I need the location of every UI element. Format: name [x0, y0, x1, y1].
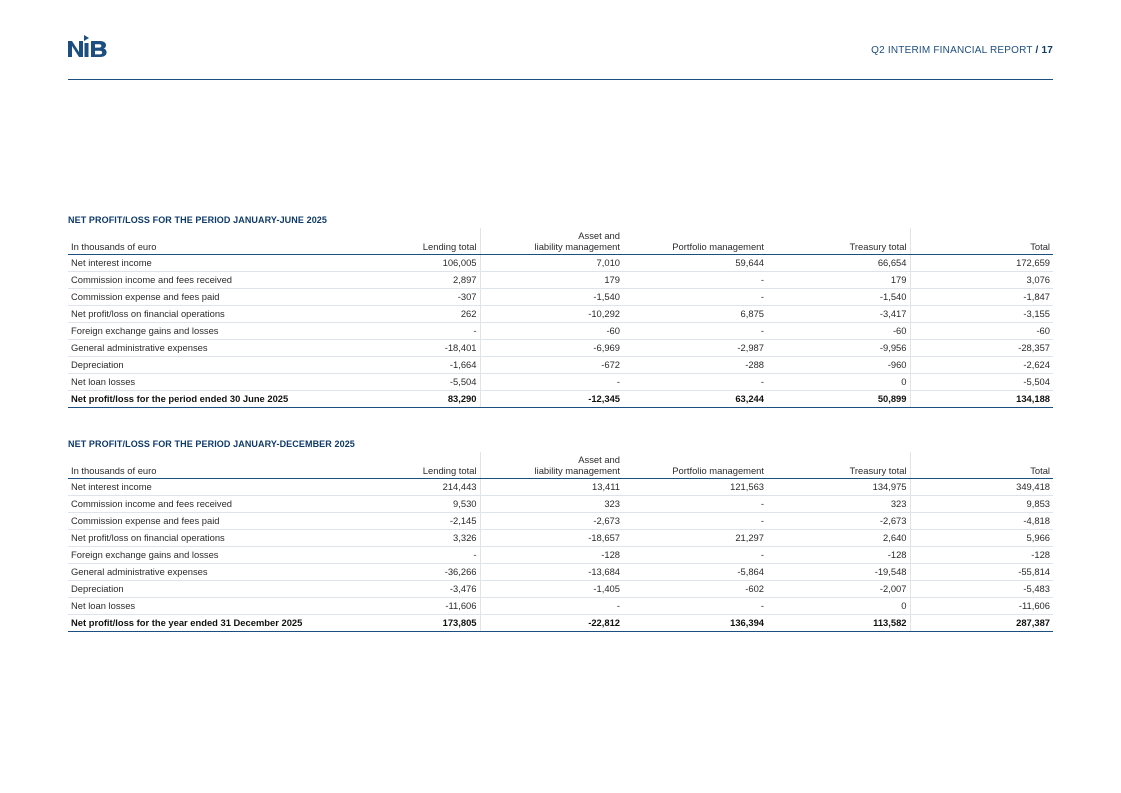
- row-label-cell: Commission expense and fees paid: [68, 289, 410, 306]
- value-cell: -5,483: [910, 581, 1053, 598]
- value-cell: 172,659: [910, 255, 1053, 272]
- value-cell: -3,476: [410, 581, 480, 598]
- value-cell: -2,987: [623, 340, 767, 357]
- value-cell: -: [623, 323, 767, 340]
- financial-table-december: [68, 452, 1053, 632]
- value-cell: 9,853: [910, 496, 1053, 513]
- value-cell: -: [623, 513, 767, 530]
- table-row: [68, 513, 1053, 530]
- page-separator: /: [1035, 45, 1039, 56]
- nib-logo-icon: [68, 34, 108, 60]
- value-cell: 63,244: [623, 391, 767, 408]
- value-cell: -3,417: [767, 306, 910, 323]
- row-label-cell: Commission income and fees received: [68, 496, 410, 513]
- value-cell: -: [410, 323, 480, 340]
- table-header-row: [68, 452, 1053, 479]
- value-cell: 134,188: [910, 391, 1053, 408]
- value-cell: 0: [767, 374, 910, 391]
- value-cell: -3,155: [910, 306, 1053, 323]
- value-cell: 6,875: [623, 306, 767, 323]
- value-cell: -: [623, 272, 767, 289]
- value-cell: 2,640: [767, 530, 910, 547]
- value-cell: -55,814: [910, 564, 1053, 581]
- row-label-cell: Commission income and fees received: [68, 272, 410, 289]
- row-label-cell: Net profit/loss for the period ended 30 June 2025: [68, 391, 410, 408]
- row-label-cell: Commission expense and fees paid: [68, 513, 410, 530]
- value-cell: 13,411: [480, 479, 623, 496]
- table-row: [68, 598, 1053, 615]
- section-title: NET PROFIT/LOSS FOR THE PERIOD JANUARY-DECEMBER 2025: [68, 439, 355, 449]
- table-total-row: [68, 615, 1053, 632]
- table-section-december: [68, 438, 1053, 632]
- value-cell: -6,969: [480, 340, 623, 357]
- column-header-label: In thousands of euro: [68, 228, 410, 255]
- row-label-cell: Net interest income: [68, 255, 410, 272]
- value-cell: 287,387: [910, 615, 1053, 632]
- value-cell: 134,975: [767, 479, 910, 496]
- value-cell: -128: [767, 547, 910, 564]
- value-cell: 136,394: [623, 615, 767, 632]
- column-header-label: In thousands of euro: [68, 452, 410, 479]
- value-cell: -9,956: [767, 340, 910, 357]
- table-header-row: [68, 228, 1053, 255]
- column-header-portfolio: Portfolio management: [623, 452, 767, 479]
- value-cell: -60: [767, 323, 910, 340]
- row-label-cell: Foreign exchange gains and losses: [68, 323, 410, 340]
- table-row: [68, 289, 1053, 306]
- value-cell: 323: [480, 496, 623, 513]
- value-cell: 66,654: [767, 255, 910, 272]
- value-cell: 83,290: [410, 391, 480, 408]
- value-cell: 3,076: [910, 272, 1053, 289]
- value-cell: 323: [767, 496, 910, 513]
- value-cell: -: [623, 374, 767, 391]
- value-cell: -602: [623, 581, 767, 598]
- row-label-cell: Net profit/loss on financial operations: [68, 530, 410, 547]
- column-header-treasury: Treasury total: [767, 452, 910, 479]
- value-cell: -19,548: [767, 564, 910, 581]
- value-cell: -60: [480, 323, 623, 340]
- report-reference: [871, 45, 1053, 56]
- value-cell: -: [623, 496, 767, 513]
- value-cell: -: [623, 598, 767, 615]
- value-cell: 349,418: [910, 479, 1053, 496]
- value-cell: 106,005: [410, 255, 480, 272]
- value-cell: -960: [767, 357, 910, 374]
- page-number: 17: [1041, 45, 1053, 56]
- value-cell: 21,297: [623, 530, 767, 547]
- column-header-alm: Asset and liability management: [480, 228, 623, 255]
- value-cell: -5,504: [410, 374, 480, 391]
- value-cell: 59,644: [623, 255, 767, 272]
- value-cell: -128: [480, 547, 623, 564]
- row-label-cell: Depreciation: [68, 357, 410, 374]
- row-label-cell: Foreign exchange gains and losses: [68, 547, 410, 564]
- column-header-total: Total: [910, 452, 1053, 479]
- value-cell: -307: [410, 289, 480, 306]
- value-cell: 0: [767, 598, 910, 615]
- value-cell: 214,443: [410, 479, 480, 496]
- value-cell: -18,657: [480, 530, 623, 547]
- header-divider: [68, 79, 1053, 80]
- table-section-june: [68, 214, 1053, 408]
- table-row: [68, 530, 1053, 547]
- table-row: [68, 323, 1053, 340]
- table-row: [68, 255, 1053, 272]
- table-row: [68, 547, 1053, 564]
- value-cell: -: [410, 547, 480, 564]
- value-cell: -2,145: [410, 513, 480, 530]
- row-label-cell: General administrative expenses: [68, 564, 410, 581]
- table-row: [68, 357, 1053, 374]
- value-cell: -4,818: [910, 513, 1053, 530]
- value-cell: -1,664: [410, 357, 480, 374]
- value-cell: -36,266: [410, 564, 480, 581]
- value-cell: -1,405: [480, 581, 623, 598]
- value-cell: -2,673: [480, 513, 623, 530]
- value-cell: -128: [910, 547, 1053, 564]
- financial-table-june: [68, 228, 1053, 408]
- value-cell: -11,606: [910, 598, 1053, 615]
- table-row: [68, 340, 1053, 357]
- value-cell: -: [480, 374, 623, 391]
- row-label-cell: Net loan losses: [68, 374, 410, 391]
- column-header-portfolio: Portfolio management: [623, 228, 767, 255]
- value-cell: -2,007: [767, 581, 910, 598]
- value-cell: -5,504: [910, 374, 1053, 391]
- value-cell: -288: [623, 357, 767, 374]
- table-row: [68, 564, 1053, 581]
- table-row: [68, 306, 1053, 323]
- value-cell: 9,530: [410, 496, 480, 513]
- value-cell: 121,563: [623, 479, 767, 496]
- row-label-cell: General administrative expenses: [68, 340, 410, 357]
- value-cell: 7,010: [480, 255, 623, 272]
- column-header-total: Total: [910, 228, 1053, 255]
- report-title: Q2 INTERIM FINANCIAL REPORT: [871, 45, 1033, 56]
- column-header-lending: Lending total: [410, 228, 480, 255]
- value-cell: 173,805: [410, 615, 480, 632]
- row-label-cell: Depreciation: [68, 581, 410, 598]
- table-total-row: [68, 391, 1053, 408]
- value-cell: 3,326: [410, 530, 480, 547]
- value-cell: -11,606: [410, 598, 480, 615]
- value-cell: -18,401: [410, 340, 480, 357]
- value-cell: -1,540: [767, 289, 910, 306]
- table-row: [68, 496, 1053, 513]
- table-row: [68, 581, 1053, 598]
- section-title: NET PROFIT/LOSS FOR THE PERIOD JANUARY-JUNE 2025: [68, 215, 328, 225]
- value-cell: -60: [910, 323, 1053, 340]
- column-header-lending: Lending total: [410, 452, 480, 479]
- table-row: [68, 479, 1053, 496]
- row-label-cell: Net profit/loss on financial operations: [68, 306, 410, 323]
- value-cell: 179: [767, 272, 910, 289]
- value-cell: 179: [480, 272, 623, 289]
- column-header-treasury: Treasury total: [767, 228, 910, 255]
- value-cell: -22,812: [480, 615, 623, 632]
- value-cell: -1,540: [480, 289, 623, 306]
- value-cell: 2,897: [410, 272, 480, 289]
- value-cell: -12,345: [480, 391, 623, 408]
- table-row: [68, 272, 1053, 289]
- value-cell: 5,966: [910, 530, 1053, 547]
- nib-logo: [68, 34, 108, 65]
- value-cell: 262: [410, 306, 480, 323]
- row-label-cell: Net interest income: [68, 479, 410, 496]
- value-cell: -2,624: [910, 357, 1053, 374]
- value-cell: -5,864: [623, 564, 767, 581]
- value-cell: -1,847: [910, 289, 1053, 306]
- value-cell: -10,292: [480, 306, 623, 323]
- value-cell: 113,582: [767, 615, 910, 632]
- value-cell: -2,673: [767, 513, 910, 530]
- row-label-cell: Net profit/loss for the year ended 31 December 2025: [68, 615, 410, 632]
- value-cell: 50,899: [767, 391, 910, 408]
- column-header-alm: Asset and liability management: [480, 452, 623, 479]
- row-label-cell: Net loan losses: [68, 598, 410, 615]
- value-cell: -: [480, 598, 623, 615]
- value-cell: -: [623, 547, 767, 564]
- value-cell: -13,684: [480, 564, 623, 581]
- table-row: [68, 374, 1053, 391]
- value-cell: -: [623, 289, 767, 306]
- value-cell: -672: [480, 357, 623, 374]
- value-cell: -28,357: [910, 340, 1053, 357]
